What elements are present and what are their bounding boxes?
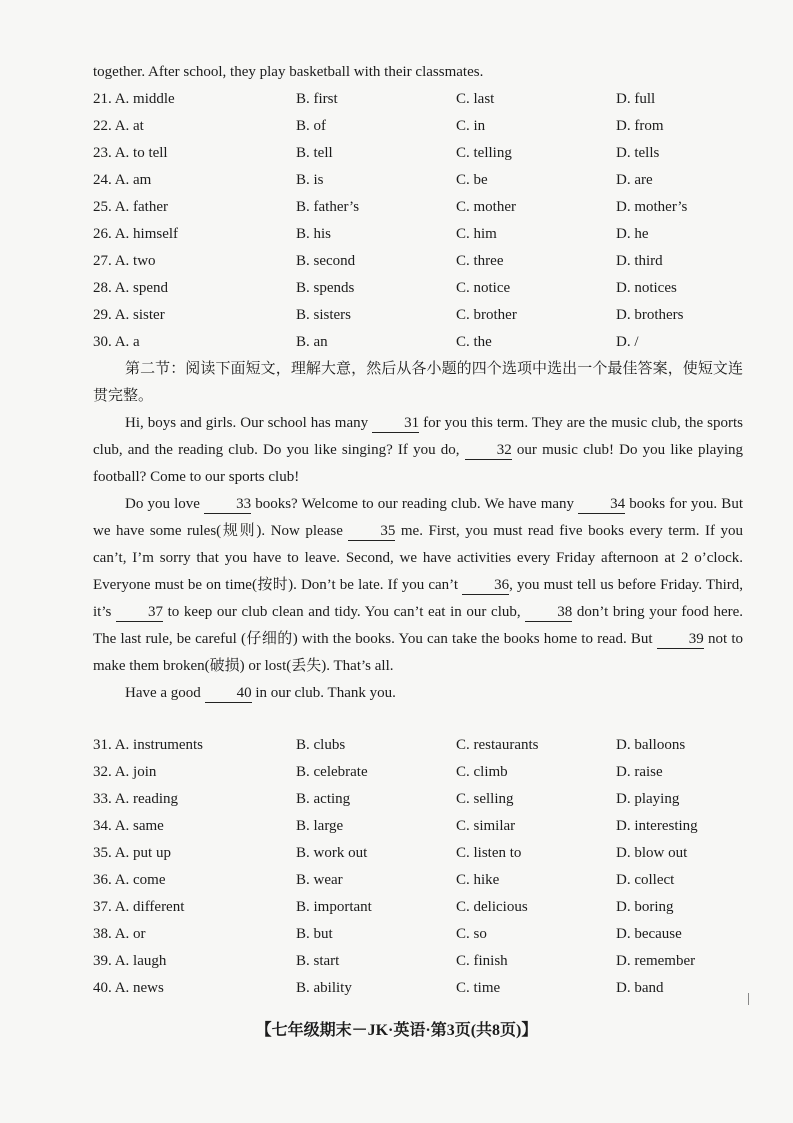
question-options [93,737,733,757]
option-c[interactable]: C. telling [456,145,512,161]
question-options [93,280,733,300]
option-c[interactable]: C. the [456,334,492,350]
option-b[interactable]: B. work out [296,845,368,861]
option-b[interactable]: B. large [296,818,344,834]
option-c[interactable]: C. notice [456,280,511,296]
option-d[interactable]: D. full [616,91,656,107]
option-c[interactable]: C. in [456,118,486,134]
blank-33[interactable]: 33 [204,495,251,514]
instruction-text: 第二节：阅读下面短文，理解大意，然后从各小题的四个选项中选出一个最佳答案，使短文连贯完整。 [93,361,743,404]
option-c[interactable]: C. time [456,980,501,996]
option-c[interactable]: C. climb [456,764,508,780]
margin-mark [748,993,749,1005]
option-b[interactable]: B. second [296,253,356,269]
question-options [93,226,733,246]
option-d[interactable]: D. boring [616,899,674,915]
option-a[interactable]: 29. A. sister [93,307,165,323]
blank-38[interactable]: 38 [525,603,572,622]
question-options [93,199,733,219]
passage-paragraph-1: Hi, boys and girls. Our school has many 31 for you this term. They are the music club, the sports club, and the reading club. Do you like singing? If you do, 32 our music club! Do you like playing football? Come to our sports club! [93,415,743,485]
option-a[interactable]: 33. A. reading [93,791,178,807]
question-options [93,764,733,784]
option-b[interactable]: B. tell [296,145,333,161]
question-options [93,926,733,946]
option-d[interactable]: D. remember [616,953,696,969]
option-b[interactable]: B. sisters [296,307,352,323]
option-d[interactable]: D. notices [616,280,677,296]
question-options [93,872,733,892]
option-a[interactable]: 25. A. father [93,199,168,215]
option-c[interactable]: C. finish [456,953,508,969]
option-b[interactable]: B. an [296,334,328,350]
option-b[interactable]: B. important [296,899,372,915]
blank-34[interactable]: 34 [578,495,625,514]
option-c[interactable]: C. him [456,226,497,242]
option-d[interactable]: D. blow out [616,845,688,861]
option-a[interactable]: 24. A. am [93,172,152,188]
option-c[interactable]: C. hike [456,872,500,888]
option-a[interactable]: 30. A. a [93,334,140,350]
option-b[interactable]: B. wear [296,872,343,888]
option-d[interactable]: D. from [616,118,664,134]
option-d[interactable]: D. balloons [616,737,686,753]
option-c[interactable]: C. so [456,926,487,942]
option-d[interactable]: D. playing [616,791,680,807]
option-b[interactable]: B. clubs [296,737,346,753]
question-options [93,334,733,354]
option-c[interactable]: C. mother [456,199,516,215]
question-options [93,172,733,192]
blank-40[interactable]: 40 [205,684,252,703]
question-options [93,791,733,811]
option-c[interactable]: C. selling [456,791,514,807]
passage-paragraph-3: Have a good 40 in our club. Thank you. [125,685,396,701]
passage-end-line: together. After school, they play basketball with their classmates. [93,64,484,80]
question-options [93,845,733,865]
question-options [93,145,733,165]
blank-35[interactable]: 35 [348,522,395,541]
question-options [93,953,733,973]
option-a[interactable]: 36. A. come [93,872,166,888]
question-options [93,307,733,327]
option-d[interactable]: D. are [616,172,653,188]
blank-32[interactable]: 32 [465,441,512,460]
option-b[interactable]: B. acting [296,791,351,807]
option-d[interactable]: D. brothers [616,307,684,323]
option-a[interactable]: 40. A. news [93,980,164,996]
option-b[interactable]: B. first [296,91,338,107]
blank-36[interactable]: 36 [462,576,509,595]
option-c[interactable]: C. brother [456,307,517,323]
option-b[interactable]: B. is [296,172,324,188]
question-options [93,91,733,111]
blank-31[interactable]: 31 [372,414,419,433]
option-d[interactable]: D. raise [616,764,663,780]
option-d[interactable]: D. / [616,334,639,350]
option-b[interactable]: B. spends [296,280,355,296]
option-d[interactable]: D. he [616,226,649,242]
option-d[interactable]: D. interesting [616,818,698,834]
option-a[interactable]: 27. A. two [93,253,156,269]
option-d[interactable]: D. collect [616,872,675,888]
option-b[interactable]: B. start [296,953,340,969]
blank-39[interactable]: 39 [657,630,704,649]
option-c[interactable]: C. delicious [456,899,528,915]
question-options [93,818,733,838]
option-a[interactable]: 28. A. spend [93,280,169,296]
option-d[interactable]: D. tells [616,145,660,161]
option-a[interactable]: 21. A. middle [93,91,175,107]
option-a[interactable]: 22. A. at [93,118,144,134]
option-a[interactable]: 32. A. join [93,764,157,780]
option-a[interactable]: 34. A. same [93,818,164,834]
option-a[interactable]: 38. A. or [93,926,146,942]
option-b[interactable]: B. ability [296,980,352,996]
option-b[interactable]: B. celebrate [296,764,368,780]
option-b[interactable]: B. father’s [296,199,360,215]
option-c[interactable]: C. be [456,172,488,188]
option-a[interactable]: 23. A. to tell [93,145,168,161]
section2-instruction [93,356,743,410]
option-c[interactable]: C. listen to [456,845,522,861]
question-options [93,899,733,919]
option-b[interactable]: B. of [296,118,326,134]
option-d[interactable]: D. band [616,980,664,996]
page-footer: 【七年级期末－JK·英语·第3页(共8页)】 [255,1022,538,1039]
option-b[interactable]: B. but [296,926,333,942]
option-a[interactable]: 39. A. laugh [93,953,167,969]
option-a[interactable]: 26. A. himself [93,226,179,242]
question-options [93,980,733,1000]
blank-37[interactable]: 37 [116,603,163,622]
option-d[interactable]: D. third [616,253,663,269]
passage-paragraph-2: Do you love 33 books? Welcome to our reading club. We have many 34 books for you. But we have some rules(规则). Now please 35 me. First, you must read five books every term. If you can’t, I’m sorry that you have to leave. Second, we have activities every Friday afternoon at 2 o’clock. Everyone must be on time(按时). Don’t be late. If you can’t 36, you must tell us before Friday. Third, it’s 37 to keep our club clean and tidy. You can’t eat in our club, 38 don’t bring your food here. The last rule, be careful (仔细的) with the books. You can take the books home to read. But 39 not to make them broken(破损) or lost(丢失). That’s all. [93,496,744,674]
question-options [93,253,733,273]
option-a[interactable]: 35. A. put up [93,845,171,861]
option-b[interactable]: B. his [296,226,332,242]
option-d[interactable]: D. because [616,926,682,942]
option-c[interactable]: C. last [456,91,495,107]
option-c[interactable]: C. restaurants [456,737,539,753]
option-a[interactable]: 37. A. different [93,899,185,915]
cloze-passage [93,410,743,707]
option-c[interactable]: C. similar [456,818,516,834]
question-options [93,118,733,138]
option-a[interactable]: 31. A. instruments [93,737,204,753]
option-c[interactable]: C. three [456,253,504,269]
option-d[interactable]: D. mother’s [616,199,688,215]
